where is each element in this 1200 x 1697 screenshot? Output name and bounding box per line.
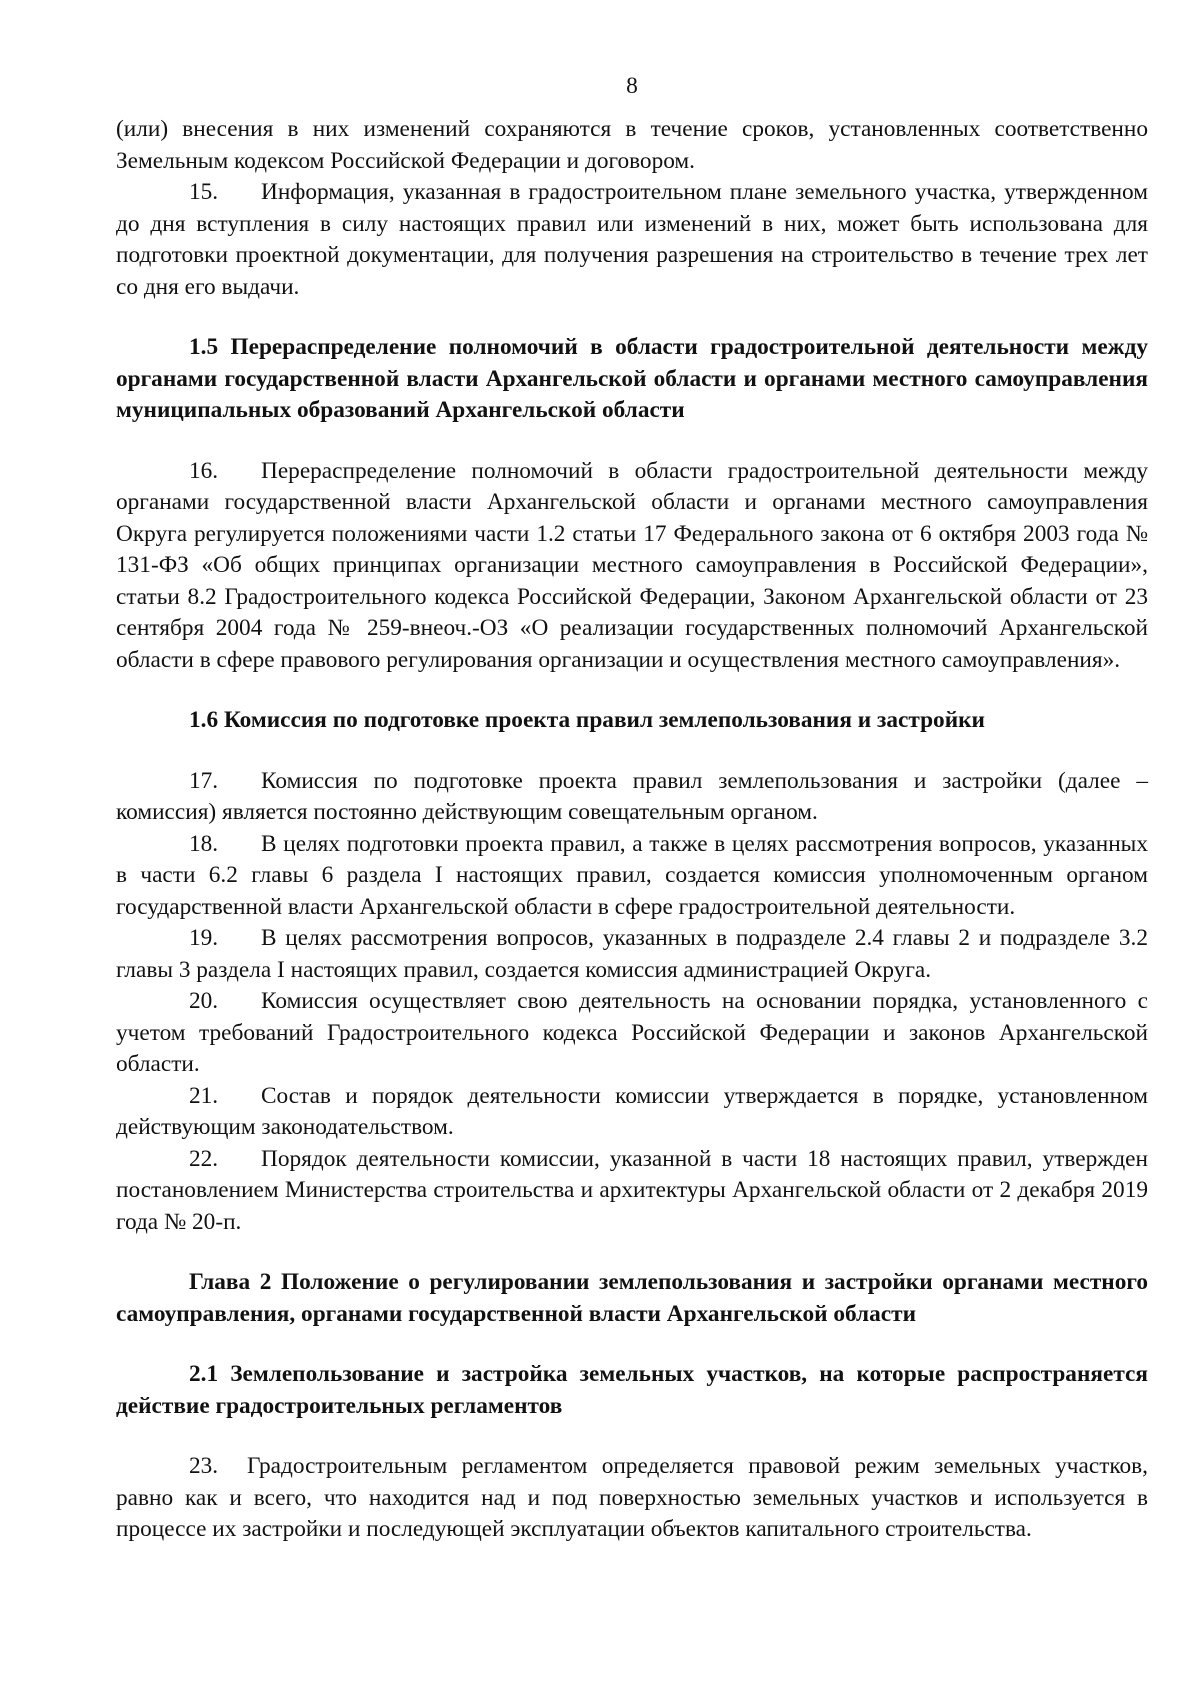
paragraph-text: Состав и порядок деятельности комиссии утверждается в порядке, установленном действующим законодательством. xyxy=(116,1082,1148,1140)
paragraph-continuation xyxy=(116,114,1148,177)
paragraph-20 xyxy=(116,986,1148,1081)
section-heading-1-5: 1.5 Перераспределение полномочий в области градостроительной деятельности между органами государственной власти Архангельской области и органами местного самоуправления муниципальных образований Архангельской области xyxy=(116,334,1148,423)
paragraph-number: 23. xyxy=(189,1453,219,1479)
paragraph-text: Градостроительным регламентом определяется правовой режим земельных участков, равно как и всего, что находится над и под поверхностью земельных участков и используется в процессе их застройки и последующей эксплуатации объектов капитального строительства. xyxy=(116,1453,1148,1542)
paragraph-21 xyxy=(116,1081,1148,1144)
paragraph-number: 17. xyxy=(189,767,219,794)
paragraph-text: Комиссия по подготовке проекта правил землепользования и застройки (далее – комиссия) является постоянно действующим совещательным органом. xyxy=(116,767,1148,825)
paragraph-text: Комиссия осуществляет свою деятельность на основании порядка, установленного с учетом требований Градостроительного кодекса Российской Федерации и законов Архангельской области. xyxy=(116,988,1148,1077)
paragraph-23 xyxy=(116,1451,1148,1546)
paragraph-number: 22. xyxy=(189,1145,219,1172)
section-heading-2-1: 2.1 Землепользование и застройка земельных участков, на которые распространяется действие градостроительных регламентов xyxy=(116,1361,1148,1419)
paragraph-16 xyxy=(116,456,1148,677)
paragraph-number: 20. xyxy=(189,988,219,1014)
paragraph-number: 19. xyxy=(189,925,219,951)
chapter-heading-2: Глава 2 Положение о регулировании землепользования и застройки органами местного самоуправления, органами государственной власти Архангельской области xyxy=(116,1269,1148,1327)
paragraph-text: Информация, указанная в градостроительном плане земельного участка, утвержденном до дня вступления в силу настоящих правил или изменений в них, может быть использована для подготовки проектной документации, для получения разрешения на строительство в течение трех лет со дня его выдачи. xyxy=(116,179,1148,300)
paragraph-number: 18. xyxy=(189,830,219,857)
document-body xyxy=(116,114,1148,1546)
paragraph-number: 16. xyxy=(189,457,219,484)
paragraph-15 xyxy=(116,177,1148,303)
paragraph-22 xyxy=(116,1144,1148,1239)
paragraph-17 xyxy=(116,766,1148,829)
paragraph-text: (или) внесения в них изменений сохраняются в течение сроков, установленных соответственно Земельным кодексом Российской Федерации и договором. xyxy=(116,116,1148,174)
page-number: 8 xyxy=(626,73,638,99)
section-heading-1-6: 1.6 Комиссия по подготовке проекта правил землепользования и застройки xyxy=(189,707,985,733)
paragraph-18 xyxy=(116,829,1148,924)
paragraph-19 xyxy=(116,923,1148,986)
paragraph-text: В целях подготовки проекта правил, а также в целях рассмотрения вопросов, указанных в части 6.2 главы 6 раздела I настоящих правил, создается комиссия уполномоченным органом государственной власти Архангельской области в сфере градостроительной деятельности. xyxy=(116,830,1148,920)
paragraph-text: В целях рассмотрения вопросов, указанных в подразделе 2.4 главы 2 и подразделе 3.2 главы 3 раздела I настоящих правил, создается комиссия администрацией Округа. xyxy=(116,925,1148,983)
paragraph-text: Перераспределение полномочий в области градостроительной деятельности между органами государственной власти Архангельской области и органами местного самоуправления Округа регулируется положениями части 1.2 статьи 17 Федерального закона от 6 октября 2003 года № 131-ФЗ «Об общих принципах организации местного самоуправления в Российской Федерации», статьи 8.2 Градостроительного кодекса Российской Федерации, Законом Архангельской области от 23 сентября 2004 года № 259-внеоч.-ОЗ «О реализации государственных полномочий Архангельской области в сфере правового регулирования организации и осуществления местного самоуправления». xyxy=(116,457,1148,673)
paragraph-number: 21. xyxy=(189,1082,219,1109)
paragraph-number: 15. xyxy=(189,179,219,205)
paragraph-text: Порядок деятельности комиссии, указанной в части 18 настоящих правил, утвержден постановлением Министерства строительства и архитектуры Архангельской области от 2 декабря 2019 года № 20-п. xyxy=(116,1145,1148,1235)
